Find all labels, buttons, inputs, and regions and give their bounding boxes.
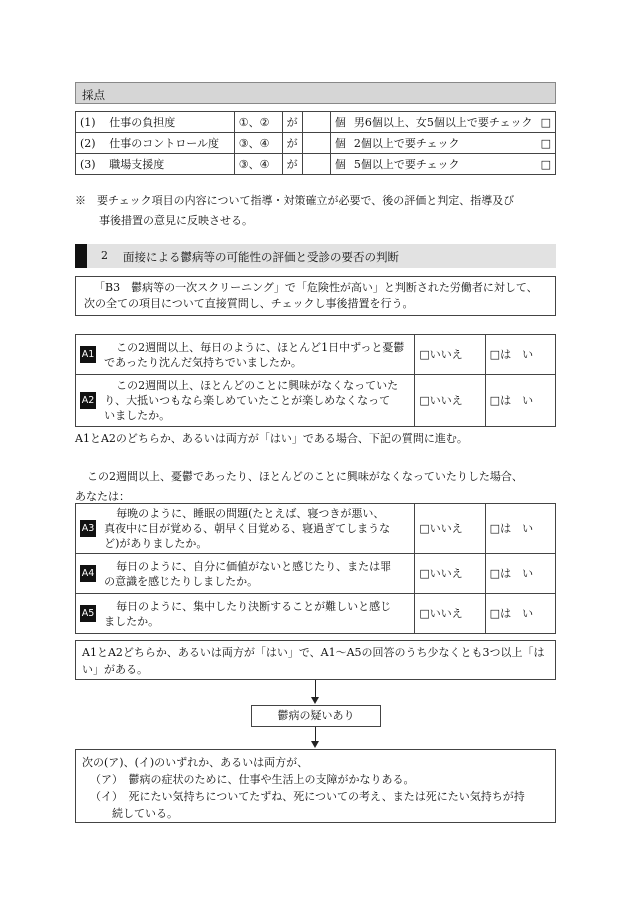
condition-line: A1とA2どちらか、あるいは両方が「はい」で、A1〜A5の回答のうち少なくとも3つ以上「は <box>82 646 545 659</box>
answer-yes-checkbox[interactable]: □は い <box>485 594 555 634</box>
answer-no-checkbox[interactable]: □いいえ <box>415 594 485 634</box>
question-line: の意識を感じたりしましたか。 <box>104 574 259 588</box>
question-row <box>76 594 556 634</box>
question-line: り、大抵いつもなら楽しめていたことが楽しめなくなって <box>104 394 391 407</box>
row-name: 仕事のコントロール度 <box>105 133 234 154</box>
section-2-header <box>75 244 556 268</box>
count-cell[interactable] <box>302 154 330 175</box>
question-text <box>100 335 415 375</box>
question-line: この2週間以上、毎日のように、ほとんど1日中ずっと憂鬱 <box>116 340 405 354</box>
note-line: 要チェック項目の内容について指導・対策確立が必要で、後の評価と判定、指導及び <box>97 194 515 207</box>
row-ko: 個 <box>330 154 350 175</box>
section-marker <box>75 244 87 268</box>
answer-no-checkbox[interactable]: □いいえ <box>415 504 485 554</box>
answer-yes-checkbox[interactable]: □は い <box>485 375 555 427</box>
question-row <box>76 375 556 427</box>
question-line: 毎晩のように、睡眠の問題(たとえば、寝つきが悪い、 <box>116 507 385 520</box>
question-table-b <box>75 503 556 634</box>
row-items: ①、② <box>234 112 282 133</box>
intro-box <box>75 276 556 316</box>
row-items: ③、④ <box>234 154 282 175</box>
question-row <box>76 504 556 554</box>
row-items: ③、④ <box>234 133 282 154</box>
row-num: (2) <box>76 133 106 154</box>
depression-suspected-label: 鬱病の疑いあり <box>277 709 355 722</box>
criteria-line: （イ） 死にたい気持ちについてたずね、死についての考え、または死にたい気持ちが持 <box>90 790 525 803</box>
row-num: (3) <box>76 154 106 175</box>
condition-line: い」がある。 <box>82 663 148 676</box>
row-name: 仕事の負担度 <box>105 112 234 133</box>
final-criteria-box <box>75 749 556 823</box>
question-tag-cell <box>76 504 101 554</box>
question-tag: A4 <box>80 565 97 582</box>
criteria-line: （ア） 鬱病の症状のために、仕事や生活上の支障がかなりある。 <box>90 773 415 786</box>
condition-box <box>75 640 556 680</box>
section-title: 面接による鬱病等の可能性の評価と受診の要否の判断 <box>123 250 399 264</box>
criteria-line: 続している。 <box>112 807 178 820</box>
depression-suspected-box <box>251 705 381 727</box>
paragraph-line: この2週間以上、憂鬱であったり、ほとんどのことに興味がなくなっていたりした場合、 <box>87 470 523 483</box>
question-row <box>76 554 556 594</box>
question-tag-cell <box>76 335 101 375</box>
answer-no-checkbox[interactable]: □いいえ <box>415 554 485 594</box>
row-ga: が <box>282 112 302 133</box>
question-text <box>100 554 415 594</box>
question-tag: A5 <box>80 605 97 622</box>
question-line: ど)がありましたか。 <box>104 537 208 550</box>
count-cell[interactable] <box>302 133 330 154</box>
row-num: (1) <box>76 112 106 133</box>
row-criteria: 5個以上で要チェック <box>350 154 537 175</box>
question-table-a <box>75 334 556 427</box>
note-mark: ※ <box>75 194 86 207</box>
row-ga: が <box>282 154 302 175</box>
answer-no-checkbox[interactable]: □いいえ <box>415 375 485 427</box>
question-line: 真夜中に目が覚める、朝早く目覚める、寝過ぎてしまうな <box>104 522 391 535</box>
row-ko: 個 <box>330 133 350 154</box>
check-box[interactable]: □ <box>537 112 556 133</box>
row-criteria: 男6個以上、女5個以上で要チェック <box>350 112 537 133</box>
answer-yes-checkbox[interactable]: □は い <box>485 554 555 594</box>
question-tag-cell <box>76 554 101 594</box>
flow-arrow-line <box>315 727 316 742</box>
question-tag: A2 <box>80 392 97 409</box>
check-box[interactable]: □ <box>537 133 556 154</box>
table-row <box>76 133 556 154</box>
scoring-header <box>75 82 556 104</box>
question-text <box>100 594 415 634</box>
row-ga: が <box>282 133 302 154</box>
question-line: であったり沈んだ気持ちでいましたか。 <box>104 355 302 369</box>
row-ko: 個 <box>330 112 350 133</box>
table-row <box>76 154 556 175</box>
flow-arrow-head <box>311 697 319 704</box>
question-line: この2週間以上、ほとんどのことに興味がなくなっていた <box>116 379 399 392</box>
answer-yes-checkbox[interactable]: □は い <box>485 335 555 375</box>
question-text <box>100 504 415 554</box>
scoring-header-label: 採点 <box>82 88 105 102</box>
question-tag-cell <box>76 375 101 427</box>
row-criteria: 2個以上で要チェック <box>350 133 537 154</box>
question-text <box>100 375 415 427</box>
question-tag: A3 <box>80 520 97 537</box>
intro-line: 「B3 鬱病等の一次スクリーニング」で「危険性が高い」と判断された労働者に対して、 <box>94 281 538 294</box>
scoring-table <box>75 111 556 175</box>
flow-arrow-line <box>315 680 316 698</box>
question-line: 毎日のように、自分に価値がないと感じたり、または罪 <box>116 559 392 573</box>
proceed-instruction: A1とA2のどちらか、あるいは両方が「はい」である場合、下記の質問に進む。 <box>75 432 468 445</box>
count-cell[interactable] <box>302 112 330 133</box>
intro-paragraph <box>75 467 560 507</box>
intro-line: 次の全ての項目について直接質問し、チェックし事後措置を行う。 <box>84 297 414 310</box>
scoring-note <box>75 191 560 231</box>
question-line: ましたか。 <box>104 614 160 628</box>
criteria-line: 次の(ア)、(イ)のいずれか、あるいは両方が、 <box>82 756 309 769</box>
question-tag-cell <box>76 594 101 634</box>
answer-yes-checkbox[interactable]: □は い <box>485 504 555 554</box>
answer-no-checkbox[interactable]: □いいえ <box>415 335 485 375</box>
table-row <box>76 112 556 133</box>
note-line: 事後措置の意見に反映させる。 <box>99 214 253 227</box>
question-row <box>76 335 556 375</box>
check-box[interactable]: □ <box>537 154 556 175</box>
question-tag: A1 <box>80 346 97 363</box>
flow-arrow-head <box>311 741 319 748</box>
question-line: いましたか。 <box>104 409 171 422</box>
question-line: 毎日のように、集中したり決断することが難しいと感じ <box>116 599 392 613</box>
row-name: 職場支援度 <box>105 154 234 175</box>
section-number: 2 <box>101 249 108 262</box>
paragraph-line: あなたは： <box>75 490 130 503</box>
